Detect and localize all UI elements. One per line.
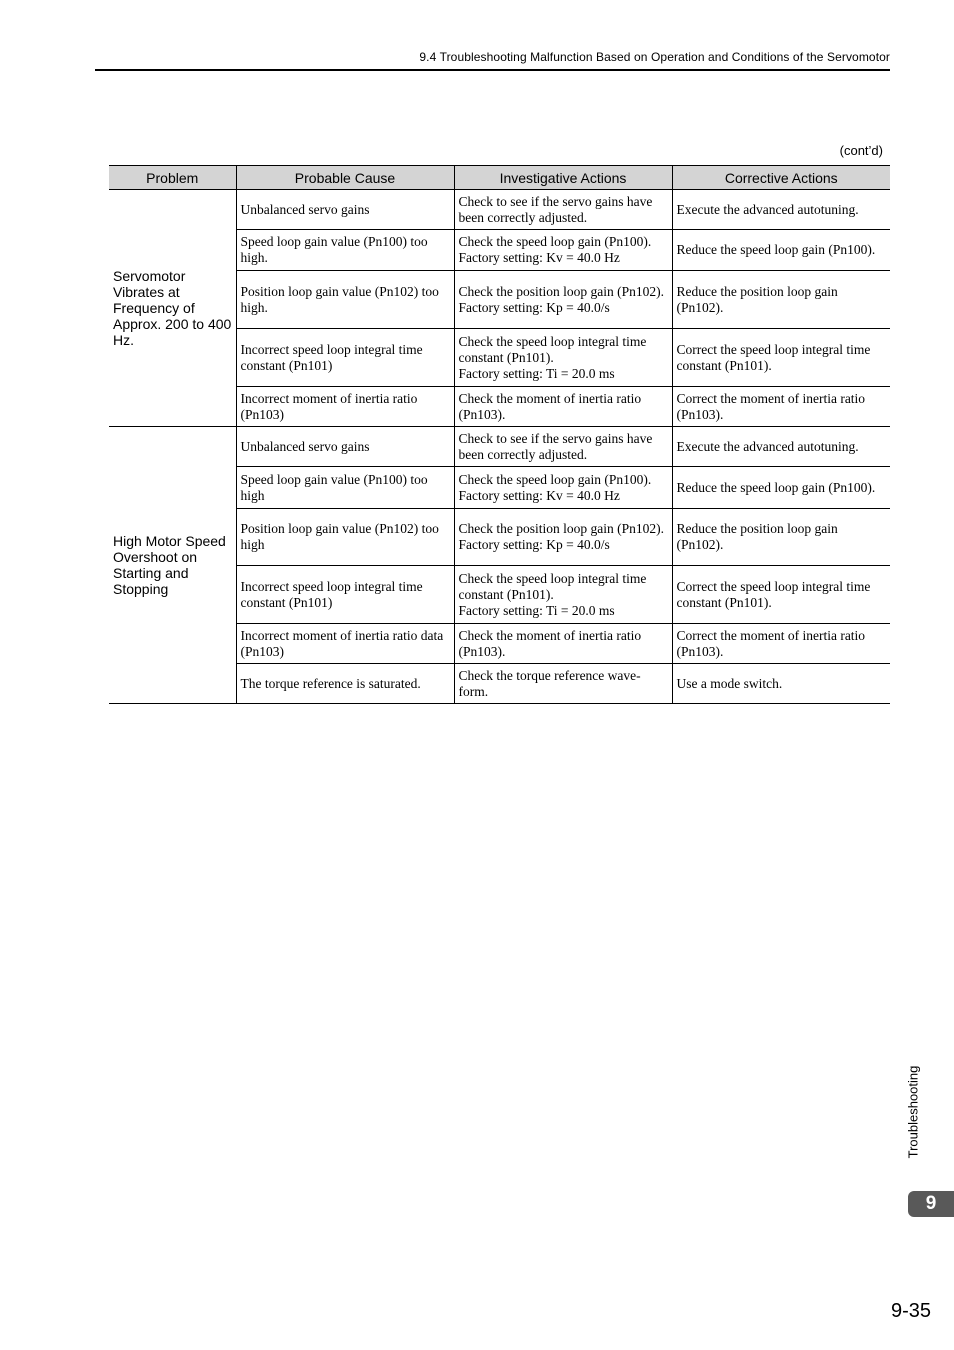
corrective-cell: Reduce the position loop gain (Pn102). bbox=[672, 509, 890, 566]
factory-setting-line: Factory setting: Kp = 40.0/s bbox=[458, 299, 610, 315]
table-row bbox=[109, 427, 890, 467]
running-header: 9.4 Troubleshooting Malfunction Based on Operation and Conditions of the Servomotor bbox=[419, 50, 890, 64]
investigate-cell bbox=[454, 624, 672, 664]
cause-cell: Incorrect speed loop integral time constant (Pn101) bbox=[236, 329, 454, 387]
investigate-cell bbox=[454, 329, 672, 387]
investigate-cell bbox=[454, 271, 672, 329]
troubleshooting-table bbox=[109, 165, 890, 704]
investigate-line: Check the moment of inertia ratio (Pn103). bbox=[458, 390, 642, 422]
investigate-cell bbox=[454, 467, 672, 509]
corrective-cell: Correct the speed loop integral time constant (Pn101). bbox=[672, 566, 890, 624]
cause-cell: The torque reference is saturated. bbox=[236, 664, 454, 704]
cause-cell: Unbalanced servo gains bbox=[236, 427, 454, 467]
investigate-line: Check the speed loop gain (Pn100). bbox=[458, 234, 652, 249]
factory-setting-line: Factory setting: Ti = 20.0 ms bbox=[458, 602, 615, 618]
page-number: 9-35 bbox=[890, 1300, 931, 1322]
header-rule bbox=[95, 69, 890, 71]
corrective-cell: Use a mode switch. bbox=[672, 664, 890, 704]
investigate-line: Check to see if the servo gains have been correctly adjusted. bbox=[458, 430, 653, 462]
corrective-cell: Correct the speed loop integral time constant (Pn101). bbox=[672, 329, 890, 387]
cause-cell: Position loop gain value (Pn102) too high bbox=[236, 509, 454, 566]
factory-setting-line: Factory setting: Kv = 40.0 Hz bbox=[458, 487, 620, 503]
investigate-line: Check the speed loop integral time constant (Pn101). bbox=[458, 570, 647, 602]
cause-cell: Position loop gain value (Pn102) too high. bbox=[236, 271, 454, 329]
table-row bbox=[109, 190, 890, 230]
table-header-row bbox=[109, 166, 890, 190]
continued-label: (cont’d) bbox=[839, 143, 883, 158]
investigate-cell bbox=[454, 387, 672, 427]
investigate-cell bbox=[454, 566, 672, 624]
corrective-cell: Execute the advanced autotuning. bbox=[672, 427, 890, 467]
cause-cell: Speed loop gain value (Pn100) too high. bbox=[236, 230, 454, 271]
investigate-line: Check the speed loop integral time constant (Pn101). bbox=[458, 333, 647, 365]
column-header-corrective-actions: Corrective Actions bbox=[672, 166, 890, 190]
investigate-line: Check the torque reference wave-form. bbox=[458, 667, 641, 699]
corrective-cell: Correct the moment of inertia ratio (Pn103). bbox=[672, 387, 890, 427]
cause-cell: Incorrect moment of inertia ratio data (Pn103) bbox=[236, 624, 454, 664]
column-header-problem: Problem bbox=[109, 166, 236, 190]
cause-cell: Incorrect moment of inertia ratio (Pn103) bbox=[236, 387, 454, 427]
corrective-cell: Reduce the speed loop gain (Pn100). bbox=[672, 467, 890, 509]
investigate-line: Check the position loop gain (Pn102). bbox=[458, 283, 664, 299]
chapter-side-label bbox=[899, 1052, 927, 1172]
corrective-cell: Reduce the speed loop gain (Pn100). bbox=[672, 230, 890, 271]
investigate-line: Check the moment of inertia ratio (Pn103). bbox=[458, 627, 642, 659]
investigate-cell bbox=[454, 230, 672, 271]
chapter-number-tab: 9 bbox=[908, 1191, 954, 1217]
investigate-cell bbox=[454, 664, 672, 704]
corrective-cell: Correct the moment of inertia ratio (Pn103). bbox=[672, 624, 890, 664]
cause-cell: Incorrect speed loop integral time constant (Pn101) bbox=[236, 566, 454, 624]
cause-cell: Speed loop gain value (Pn100) too high bbox=[236, 467, 454, 509]
problem-cell: Servomotor Vibrates at Frequency of Approx. 200 to 400 Hz. bbox=[109, 190, 236, 427]
side-label-text: Troubleshooting bbox=[905, 1065, 921, 1159]
problem-cell: High Motor Speed Overshoot on Starting and Stopping bbox=[109, 427, 236, 704]
column-header-investigative-actions: Investigative Actions bbox=[454, 166, 672, 190]
investigate-cell bbox=[454, 190, 672, 230]
cause-cell: Unbalanced servo gains bbox=[236, 190, 454, 230]
factory-setting-line: Factory setting: Kv = 40.0 Hz bbox=[458, 250, 620, 265]
investigate-line: Check to see if the servo gains have been correctly adjusted. bbox=[458, 193, 653, 225]
corrective-cell: Execute the advanced autotuning. bbox=[672, 190, 890, 230]
investigate-line: Check the speed loop gain (Pn100). bbox=[458, 471, 652, 487]
investigate-cell bbox=[454, 509, 672, 566]
investigate-line: Check the position loop gain (Pn102). bbox=[458, 521, 664, 536]
corrective-cell: Reduce the position loop gain (Pn102). bbox=[672, 271, 890, 329]
factory-setting-line: Factory setting: Ti = 20.0 ms bbox=[458, 365, 615, 381]
investigate-cell bbox=[454, 427, 672, 467]
column-header-probable-cause: Probable Cause bbox=[236, 166, 454, 190]
factory-setting-line: Factory setting: Kp = 40.0/s bbox=[458, 537, 610, 552]
